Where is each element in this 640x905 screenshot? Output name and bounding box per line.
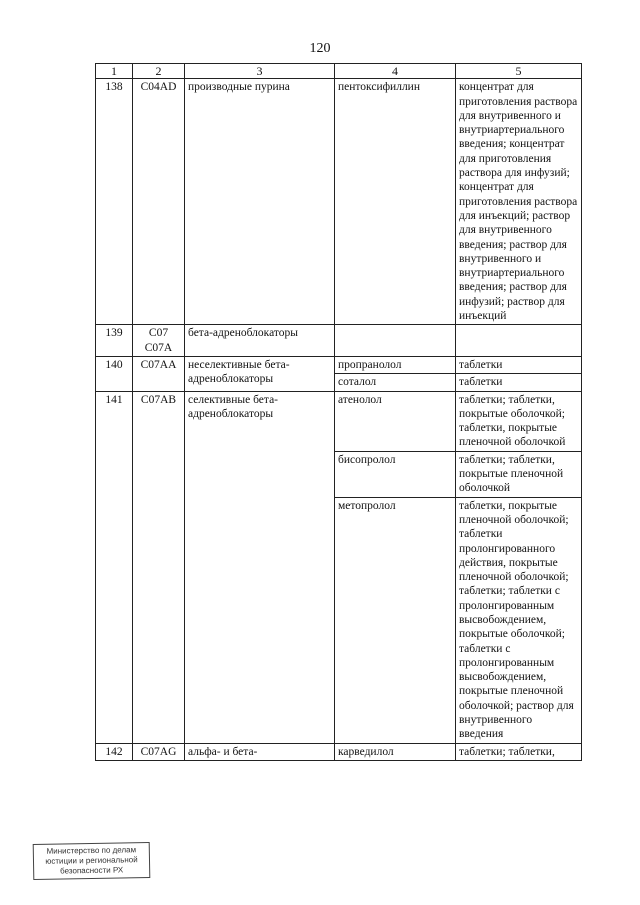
table-row [96, 325, 582, 357]
drug-name: карведилол [335, 743, 456, 760]
drug-name: пентоксифиллин [335, 79, 456, 325]
drug-table [95, 63, 582, 761]
anatomical-group: неселективные бета-адреноблокаторы [185, 356, 335, 391]
header-col-2: 2 [133, 64, 185, 79]
atc-code: C07AA [133, 356, 185, 391]
atc-code: C04AD [133, 79, 185, 325]
dosage-form: таблетки [456, 374, 582, 391]
page-number: 120 [309, 41, 331, 56]
drug-name: бисопролол [335, 451, 456, 497]
drug-name: соталол [335, 374, 456, 391]
row-number: 138 [96, 79, 133, 325]
dosage-form: концентрат для приготовления раствора для внутривенного и внутриартериального введения; концентрат для приготовления раствора для инфузий; концентрат для приготовления раствора для инъекций; раствор для внутривенного введения; раствор для внутривенного и внутриартериального введения; раствор для инфузий; раствор для инъекций [456, 79, 582, 325]
table-row [96, 79, 582, 325]
header-col-1: 1 [96, 64, 133, 79]
table-row [96, 743, 582, 760]
drug-name [335, 325, 456, 357]
header-row [96, 64, 582, 79]
table-row [96, 356, 582, 373]
drug-name: атенолол [335, 391, 456, 451]
stamp-line-3: безопасности РХ [60, 865, 124, 876]
dosage-form: таблетки, покрытые пленочной оболочкой; таблетки пролонгированного действия, покрытые пленочной оболочкой; таблетки; таблетки с пролонгированным высвобождением, покрытые оболочкой; таблетки с пролонгированным высвобождением, покрытые пленочной оболочкой; раствор для внутривенного введения [456, 497, 582, 743]
stamp-line-2: юстиции и региональной [45, 855, 138, 866]
atc-code: C07 C07A [133, 325, 185, 357]
drug-name: пропранолол [335, 356, 456, 373]
row-number: 140 [96, 356, 133, 391]
row-number: 139 [96, 325, 133, 357]
row-number: 141 [96, 391, 133, 743]
anatomical-group: альфа- и бета- [185, 743, 335, 760]
dosage-form: таблетки [456, 356, 582, 373]
header-col-5: 5 [456, 64, 582, 79]
header-col-3: 3 [185, 64, 335, 79]
stamp-line-1: Министерство по делам [46, 845, 137, 856]
drug-name: метопролол [335, 497, 456, 743]
dosage-form: таблетки; таблетки, покрытые пленочной оболочкой [456, 451, 582, 497]
dosage-form: таблетки; таблетки, [456, 743, 582, 760]
dosage-form: таблетки; таблетки, покрытые оболочкой; таблетки, покрытые пленочной оболочкой [456, 391, 582, 451]
row-number: 142 [96, 743, 133, 760]
atc-code: C07AB [133, 391, 185, 743]
anatomical-group: бета-адреноблокаторы [185, 325, 335, 357]
header-col-4: 4 [335, 64, 456, 79]
dosage-form [456, 325, 582, 357]
atc-code: C07AG [133, 743, 185, 760]
anatomical-group: селективные бета-адреноблокаторы [185, 391, 335, 743]
table-row [96, 391, 582, 451]
anatomical-group: производные пурина [185, 79, 335, 325]
ministry-stamp [33, 842, 151, 880]
